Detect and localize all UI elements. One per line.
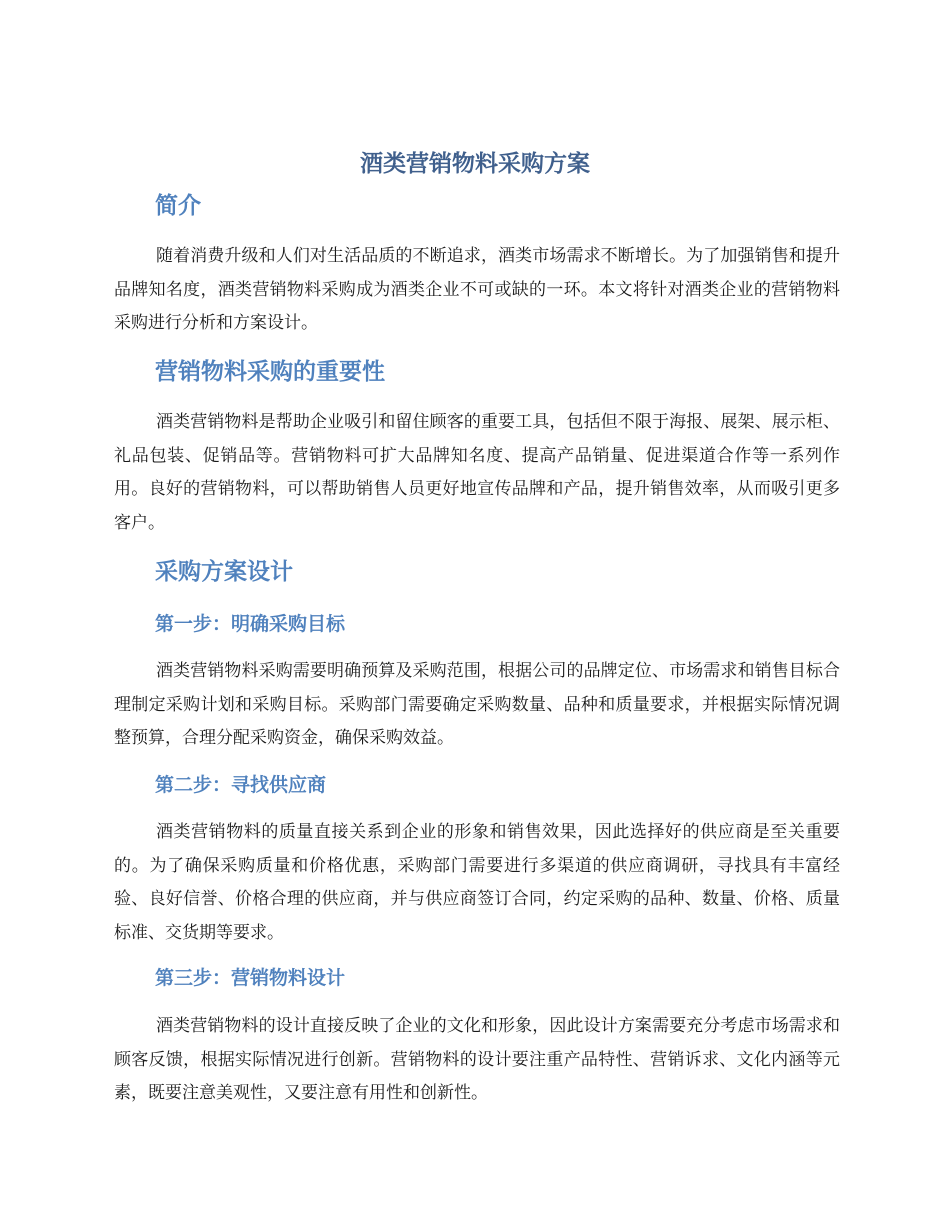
section-paragraph-intro: 随着消费升级和人们对生活品质的不断追求，酒类市场需求不断增长。为了加强销售和提升品牌知名度，酒类营销物料采购成为酒类企业不可或缺的一环。本文将针对酒类企业的营销物料采购进行分析和方案设计。	[114, 246, 840, 333]
step-heading-1: 第一步：明确采购目标	[155, 613, 346, 635]
section-heading-intro: 简介	[155, 193, 201, 219]
step-paragraph-2: 酒类营销物料的质量直接关系到企业的形象和销售效果，因此选择好的供应商是至关重要的。为了确保采购质量和价格优惠，采购部门需要进行多渠道的供应商调研，寻找具有丰富经验、良好信誉、价格合理的供应商，并与供应商签订合同，约定采购的品种、数量、价格、质量标准、交货期等要求。	[114, 822, 840, 943]
step-paragraph-1: 酒类营销物料采购需要明确预算及采购范围，根据公司的品牌定位、市场需求和销售目标合理制定采购计划和采购目标。采购部门需要确定采购数量、品种和质量要求，并根据实际情况调整预算，合理分配采购资金，确保采购效益。	[114, 661, 840, 748]
section-heading-importance: 营销物料采购的重要性	[155, 359, 385, 385]
section-heading-plan-design: 采购方案设计	[155, 559, 293, 585]
step-heading-2: 第二步：寻找供应商	[155, 774, 327, 796]
document-title: 酒类营销物料采购方案	[360, 151, 590, 177]
step-paragraph-3: 酒类营销物料的设计直接反映了企业的文化和形象，因此设计方案需要充分考虑市场需求和顾客反馈，根据实际情况进行创新。营销物料的设计要注重产品特性、营销诉求、文化内涵等元素，既要注意美观性，又要注意有用性和创新性。	[114, 1016, 840, 1103]
step-heading-3: 第三步：营销物料设计	[155, 967, 346, 989]
section-paragraph-importance: 酒类营销物料是帮助企业吸引和留住顾客的重要工具，包括但不限于海报、展架、展示柜、礼品包装、促销品等。营销物料可扩大品牌知名度、提高产品销量、促进渠道合作等一系列作用。良好的营销物料，可以帮助销售人员更好地宣传品牌和产品，提升销售效率，从而吸引更多客户。	[114, 412, 840, 533]
